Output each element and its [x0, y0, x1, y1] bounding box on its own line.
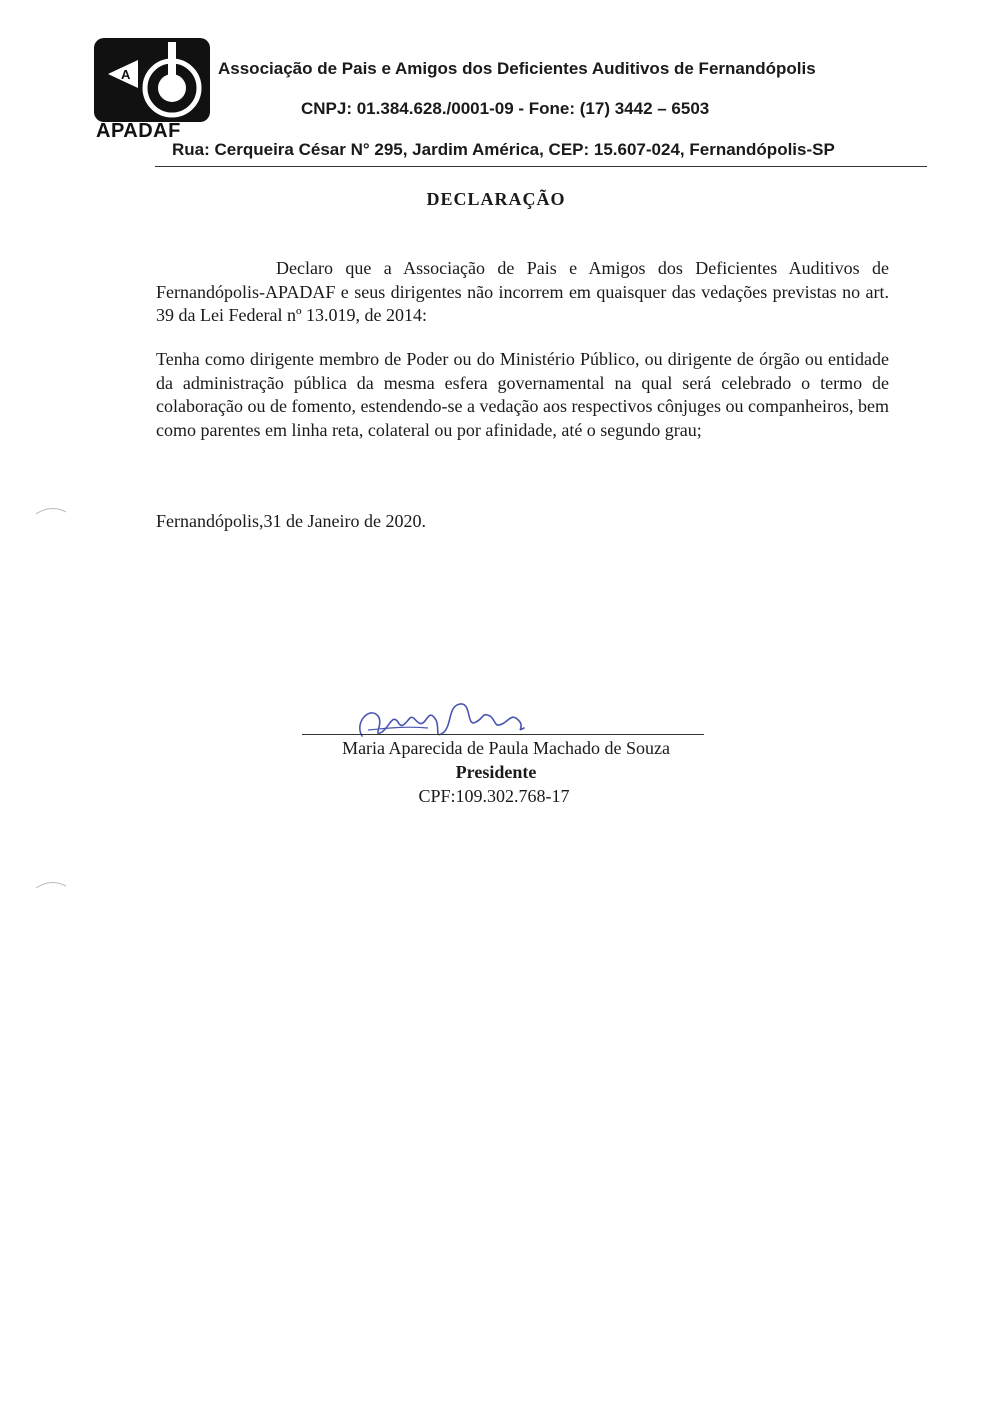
date-line: Fernandópolis,31 de Janeiro de 2020. [156, 511, 426, 531]
signatory-role: Presidente [455, 762, 537, 782]
header-divider [155, 166, 927, 167]
signature-line [302, 734, 704, 735]
prohibition-paragraph: Tenha como dirigente membro de Poder ou do Ministério Público, ou dirigente de órgão ou entidade da administração pública da mesma esfera governamental na qual será celebrado o termo de colaboração ou de fomento, estendendo-se a vedação aos respectivos cônjuges ou companheiros, bem como parentes em linha reta, colateral ou por afinidade, até o segundo grau; [156, 349, 889, 440]
logo-wordmark: APADAF [96, 120, 181, 142]
document-title: DECLARAÇÃO [426, 189, 566, 209]
apadaf-logo [94, 38, 212, 143]
logo-badge-letter: A [121, 67, 131, 82]
punch-hole-mark [34, 506, 68, 516]
punch-hole-mark [34, 880, 68, 890]
declaration-paragraph: Declaro que a Associação de Pais e Amigos dos Deficientes Auditivos de Fernandópolis-APADAF e seus dirigentes não incorrem em quaisquer das vedações previstas no art. 39 da Lei Federal nº 13.019, de 2014: [156, 258, 889, 325]
cnpj-phone-line: CNPJ: 01.384.628./0001-09 - Fone: (17) 3442 – 6503 [301, 99, 710, 118]
address-line: Rua: Cerqueira César N° 295, Jardim América, CEP: 15.607-024, Fernandópolis-SP [172, 140, 835, 159]
organization-name: Associação de Pais e Amigos dos Deficientes Auditivos de Fernandópolis [218, 59, 816, 78]
signatory-cpf: CPF:109.302.768-17 [418, 786, 570, 806]
ear-emblem-icon [94, 38, 210, 122]
signatory-name: Maria Aparecida de Paula Machado de Souza [342, 738, 670, 758]
logo-emblem [94, 38, 210, 122]
